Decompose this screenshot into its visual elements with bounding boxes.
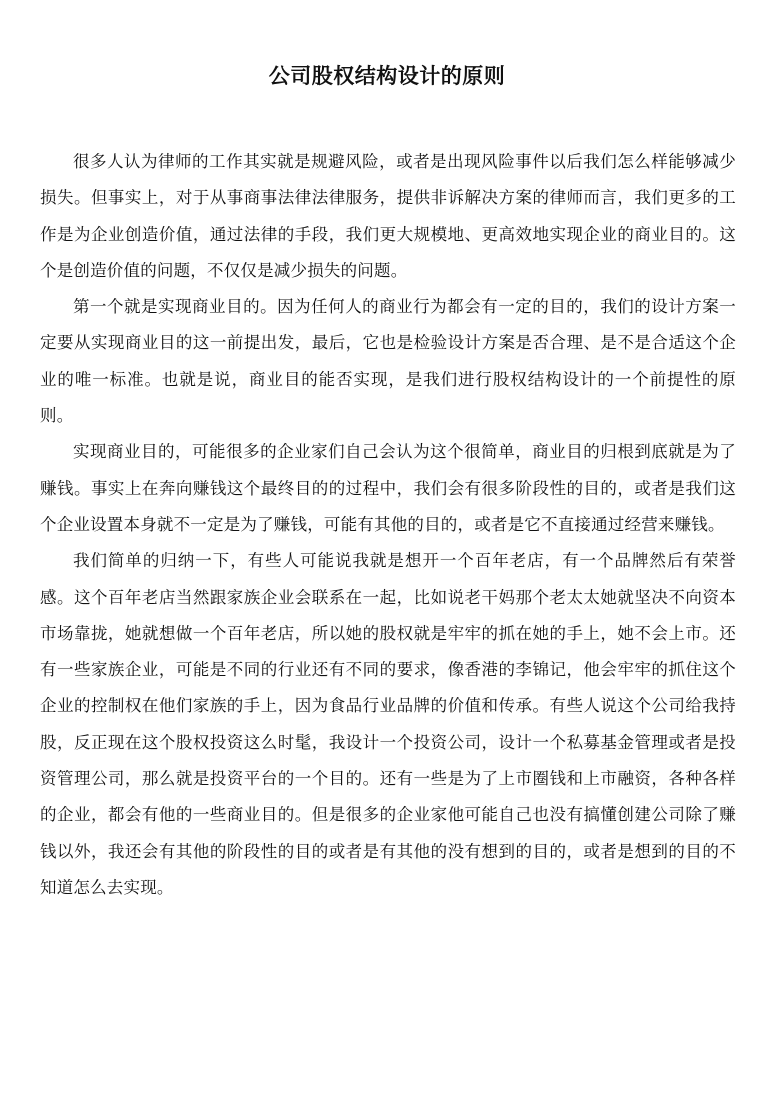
- paragraph-4: 我们简单的归纳一下，有些人可能说我就是想开一个百年老店，有一个品牌然后有荣誉感。这个百年老店当然跟家族企业会联系在一起，比如说老干妈那个老太太她就坚决不向资本市场靠拢，她就想做一个百年老店，所以她的股权就是牢牢的抓在她的手上，她不会上市。还有一些家族企业，可能是不同的行业还有不同的要求，像香港的李锦记，他会牢牢的抓住这个企业的控制权在他们家族的手上，因为食品行业品牌的价值和传承。有些人说这个公司给我持股，反正现在这个股权投资这么时髦，我设计一个投资公司，设计一个私募基金管理或者是投资管理公司，那么就是投资平台的一个目的。还有一些是为了上市圈钱和上市融资，各种各样的企业，都会有他的一些商业目的。但是很多的企业家他可能自己也没有搞懂创建公司除了赚钱以外，我还会有其他的阶段性的目的或者是有其他的没有想到的目的，或者是想到的目的不知道怎么去实现。: [40, 551, 736, 897]
- document-title: 公司股权结构设计的原则: [268, 63, 506, 88]
- paragraph-2: 第一个就是实现商业目的。因为任何人的商业行为都会有一定的目的，我们的设计方案一定要从实现商业目的这一前提出发，最后，它也是检验设计方案是否合理、是不是合适这个企业的唯一标准。也就是说，商业目的能否实现，是我们进行股权结构设计的一个前提性的原则。: [40, 297, 736, 426]
- document-body: [40, 144, 736, 906]
- paragraph-3: 实现商业目的，可能很多的企业家们自己会认为这个很简单，商业目的归根到底就是为了赚钱。事实上在奔向赚钱这个最终目的的过程中，我们会有很多阶段性的目的，或者是我们这个企业设置本身就不一定是为了赚钱，可能有其他的目的，或者是它不直接通过经营来赚钱。: [40, 442, 736, 534]
- paragraph-1: 很多人认为律师的工作其实就是规避风险，或者是出现风险事件以后我们怎么样能够减少损失。但事实上，对于从事商事法律法律服务，提供非诉解决方案的律师而言，我们更多的工作是为企业创造价值，通过法律的手段，我们更大规模地、更高效地实现企业的商业目的。这个是创造价值的问题，不仅仅是减少损失的问题。: [40, 152, 736, 280]
